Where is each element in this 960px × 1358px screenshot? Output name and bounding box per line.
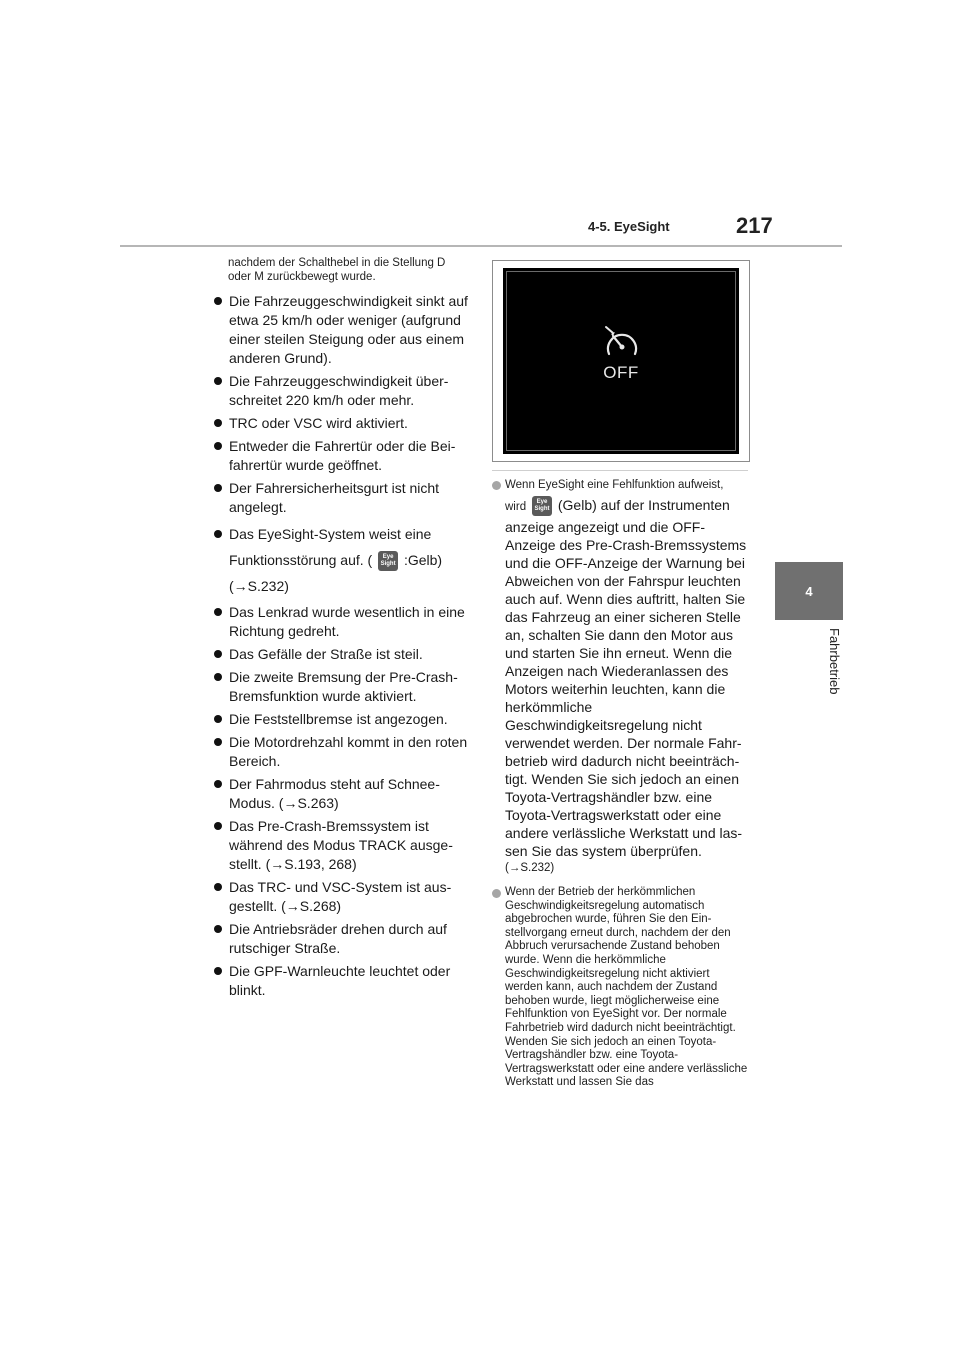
list-item: Die Fahrzeuggeschwindigkeit überschreitet 220 km/h oder mehr. (212, 372, 470, 410)
intro-note: nachdem der Schalthebel in die Stellung D oder M zurückbewegt wurde. (228, 257, 446, 283)
note-body: Wenn der Betrieb der herkömmlichen Geschwindigkeitsregelung automatisch abgebrochen wurde, führen Sie den Einstellvorgang erneut durch, nachdem der den Abbruch verursachende Zustand behoben wurde. Wenn die herkömmliche Geschwindigkeitsregelung nicht aktiviert werden kann, auch nachdem der Zustand behoben wurde, liegt möglicherweise eine Fehlfunktion von EyeSight vor. Der normale Fahrbetrieb wird dadurch nicht beeinträchtigt. Wenden Sie sich jedoch an einen Toyota-Vertragshändler bzw. eine Toyota-Vertragswerkstatt oder eine andere verlässliche Werkstatt und lassen Sie das (505, 886, 748, 1089)
note-cruise-cancel (492, 886, 750, 1090)
list-item: Die Motordrehzahl kommt in den roten Bereich. (212, 733, 470, 771)
list-item: Die Fahrzeuggeschwindigkeit sinkt auf etwa 25 km/h oder weniger (aufgrund einer steilen Steigung oder aus einem anderen Grund). (212, 292, 470, 368)
list-item-text: :Gelb) (403, 552, 443, 568)
list-item: Entweder die Fahrertür oder die Beifahrertür wurde geöffnet. (212, 437, 470, 475)
page-number: 217 (736, 213, 773, 238)
list-item: Die zweite Bremsung der Pre-Crash-Bremsfunktion wurde aktiviert. (212, 668, 470, 706)
list-item: Das Pre-Crash-Bremssystem ist während des Modus TRACK ausgestellt. (→S.193, 268) (212, 817, 470, 874)
chapter-tab-label: Fahrbetrieb (827, 628, 842, 695)
list-item-text: Das EyeSight-System weist eine Funktionsstörung auf. ( (229, 526, 432, 568)
list-item: TRC oder VSC wird aktiviert. (212, 414, 470, 433)
list-item: Das TRC- und VSC-System ist ausgestellt. (→S.268) (212, 878, 470, 916)
note-body: anzeige angezeigt und die OFF-Anzeige des Pre-Crash-Bremssystems und die OFF-Anzeige der Warnung bei Abweichen von der Fahrspur leuchten auch auf. Wenn dies auftritt, halten Sie das Fahrzeug an einer sicheren Stelle an, schalten Sie dann den Motor aus und starten Sie ihn erneut. Wenn die Anzeigen nach Wiederanlassen des Motors weiterhin leuchten, kann die herkömmliche Geschwindigkeitsregelung nicht verwendet werden. Der normale Fahrbetrieb wird dadurch nicht beeinträchtigt. Wenden Sie sich jedoch an einen Toyota-Vertragshändler bzw. eine Toyota-Vertragswerkstatt oder eine andere verlässliche Werkstatt und lassen Sie das system überprüfen. (505, 519, 747, 859)
right-column (492, 260, 750, 1090)
cruise-control-off-icon (602, 324, 642, 364)
note-malfunction (492, 478, 750, 876)
list-item: Das Gefälle der Straße ist steil. (212, 645, 470, 664)
cancel-conditions-list (212, 292, 470, 1000)
page-reference-link[interactable]: (→S.232) (505, 862, 555, 874)
eyesight-icon: Eye Sight (378, 551, 398, 571)
list-item: Der Fahrmodus steht auf Schnee-Modus. (→S.263) (212, 775, 470, 813)
page-reference-link[interactable]: (→S.232) (229, 578, 289, 594)
eyesight-icon: Eye Sight (532, 496, 552, 516)
left-column (212, 256, 470, 1004)
list-item: Die Antriebsräder drehen durch auf rutschiger Straße. (212, 920, 470, 958)
chapter-tab[interactable] (775, 562, 843, 620)
instrument-display-figure (492, 260, 750, 462)
display-off-label: OFF (603, 363, 639, 382)
list-item: Das Lenkrad wurde wesentlich in eine Richtung gedreht. (212, 603, 470, 641)
list-item: Der Fahrersicherheitsgurt ist nicht angelegt. (212, 479, 470, 517)
display-screen (503, 268, 739, 454)
note-icon-line: wird Eye Sight (Gelb) auf der Instrumenten (505, 492, 750, 518)
section-title: 4-5. EyeSight (588, 219, 670, 234)
chapter-tab-number: 4 (805, 583, 813, 599)
list-item-eyesight (212, 521, 470, 599)
note-lead: Wenn EyeSight eine Fehlfunktion aufweist, (505, 479, 724, 491)
list-item: Die Feststellbremse ist angezogen. (212, 710, 470, 729)
figure-divider (492, 470, 748, 471)
header-divider (120, 245, 842, 247)
list-item: Die GPF-Warnleuchte leuchtet oder blinkt. (212, 962, 470, 1000)
